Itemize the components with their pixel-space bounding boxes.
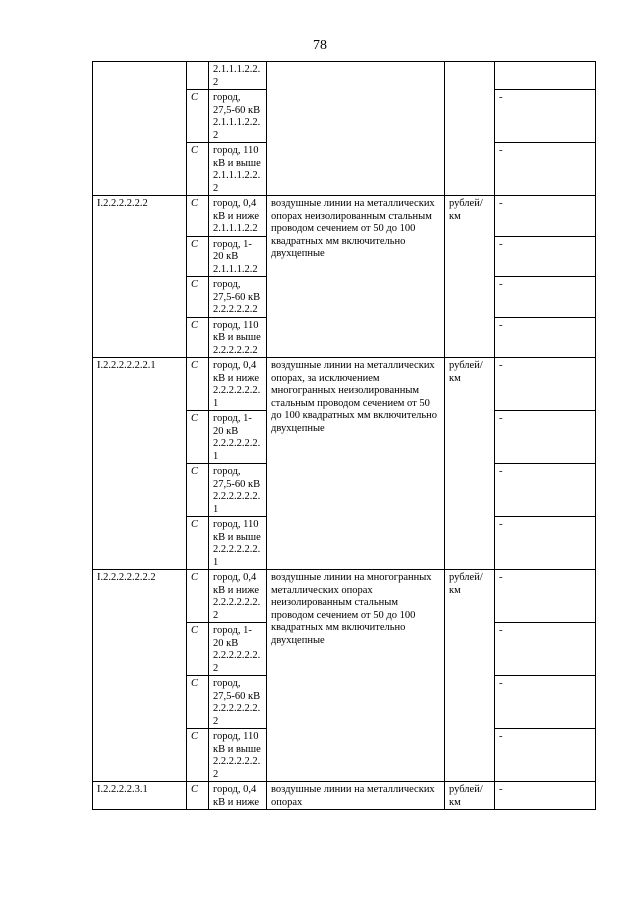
table-row [93, 62, 596, 90]
value-cell: - [495, 411, 596, 464]
letter-cell: С [187, 729, 209, 782]
subcategory-cell: город, 27,5-60 кВ 2.2.2.2.2.2. 2 [209, 676, 267, 729]
letter-cell: С [187, 517, 209, 570]
letter-cell: С [187, 236, 209, 277]
value-cell: - [495, 570, 596, 623]
description-cell [267, 62, 445, 196]
subcategory-cell: город, 27,5-60 кВ 2.2.2.2.2.2. 1 [209, 464, 267, 517]
letter-cell: С [187, 623, 209, 676]
unit-cell: рублей/км [445, 196, 495, 358]
value-cell: - [495, 464, 596, 517]
subcategory-cell: город, 1- 20 кВ 2.1.1.1.2.2 [209, 236, 267, 277]
unit-cell: рублей/км [445, 782, 495, 810]
unit-cell: рублей/км [445, 570, 495, 782]
subcategory-cell: город, 0,4 кВ и ниже 2.2.2.2.2.2. 2 [209, 570, 267, 623]
subcategory-cell: город, 110 кВ и выше 2.2.2.2.2.2 [209, 317, 267, 358]
value-cell: - [495, 676, 596, 729]
table-row [93, 196, 596, 237]
code-cell: I.2.2.2.2.2.2.1 [93, 358, 187, 570]
table-row [93, 782, 596, 810]
letter-cell: С [187, 143, 209, 196]
table-row [93, 358, 596, 411]
description-cell: воздушные линии на многогранных металлических опорах неизолированным стальным проводом сечением от 50 до 100 квадратных мм включительно двухцепные [267, 570, 445, 782]
subcategory-cell: город, 27,5-60 кВ 2.1.1.1.2.2. 2 [209, 90, 267, 143]
code-cell: I.2.2.2.2.2.2.2 [93, 570, 187, 782]
tariff-table [92, 61, 596, 810]
letter-cell: С [187, 570, 209, 623]
value-cell [495, 62, 596, 90]
subcategory-cell: город, 0,4 кВ и ниже 2.2.2.2.2.2. 1 [209, 358, 267, 411]
letter-cell: С [187, 317, 209, 358]
table-row [93, 570, 596, 623]
subcategory-cell: город, 110 кВ и выше 2.2.2.2.2.2. 1 [209, 517, 267, 570]
code-cell: I.2.2.2.2.2.2 [93, 196, 187, 358]
value-cell: - [495, 90, 596, 143]
value-cell: - [495, 277, 596, 318]
subcategory-cell: город, 1- 20 кВ 2.2.2.2.2.2. 2 [209, 623, 267, 676]
value-cell: - [495, 358, 596, 411]
subcategory-cell: город, 0,4 кВ и ниже 2.1.1.1.2.2 [209, 196, 267, 237]
subcategory-cell: город, 0,4 кВ и ниже [209, 782, 267, 810]
letter-cell: С [187, 358, 209, 411]
page-number: 78 [313, 38, 327, 53]
letter-cell: С [187, 90, 209, 143]
value-cell: - [495, 623, 596, 676]
description-cell: воздушные линии на металлических опорах неизолированным стальным проводом сечением от 50 до 100 квадратных мм включительно двухцепные [267, 196, 445, 358]
subcategory-cell: город, 110 кВ и выше 2.2.2.2.2.2. 2 [209, 729, 267, 782]
value-cell: - [495, 729, 596, 782]
description-cell: воздушные линии на металлических опорах, за исключением многогранных неизолированным стальным проводом сечением от 50 до 100 квадратных мм включительно двухцепные [267, 358, 445, 570]
subcategory-cell: город, 27,5-60 кВ 2.2.2.2.2.2 [209, 277, 267, 318]
code-cell: I.2.2.2.2.3.1 [93, 782, 187, 810]
subcategory-cell: 2.1.1.1.2.2. 2 [209, 62, 267, 90]
letter-cell: С [187, 411, 209, 464]
value-cell: - [495, 782, 596, 810]
letter-cell: С [187, 277, 209, 318]
value-cell: - [495, 196, 596, 237]
value-cell: - [495, 236, 596, 277]
value-cell: - [495, 143, 596, 196]
letter-cell: С [187, 196, 209, 237]
description-cell: воздушные линии на металлических опорах [267, 782, 445, 810]
value-cell: - [495, 317, 596, 358]
letter-cell: С [187, 464, 209, 517]
unit-cell: рублей/км [445, 358, 495, 570]
letter-cell: С [187, 782, 209, 810]
unit-cell [445, 62, 495, 196]
letter-cell [187, 62, 209, 90]
code-cell [93, 62, 187, 196]
value-cell: - [495, 517, 596, 570]
subcategory-cell: город, 1- 20 кВ 2.2.2.2.2.2. 1 [209, 411, 267, 464]
letter-cell: С [187, 676, 209, 729]
subcategory-cell: город, 110 кВ и выше 2.1.1.1.2.2. 2 [209, 143, 267, 196]
